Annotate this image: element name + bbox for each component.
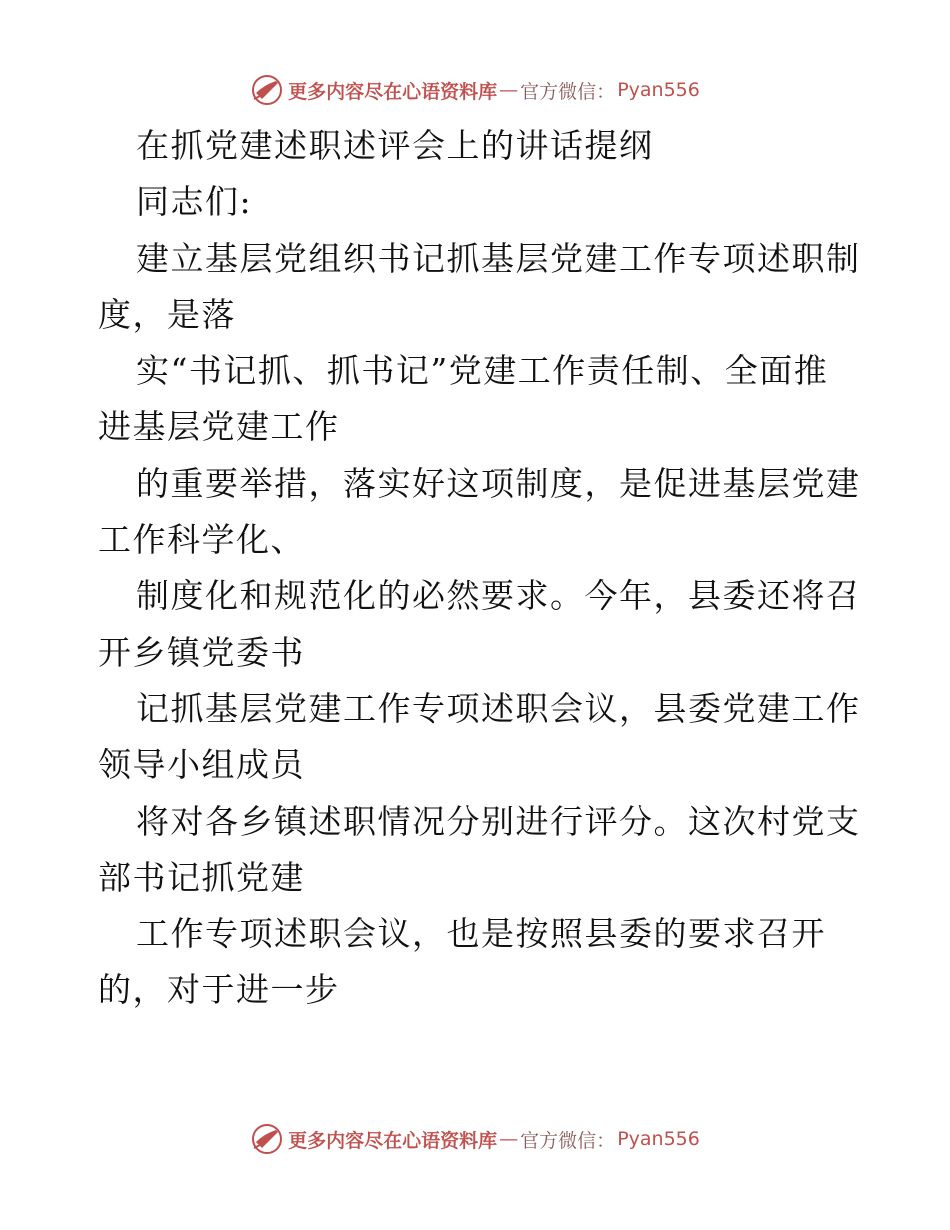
document-line: 部书记抓党建	[98, 857, 305, 897]
document-line: 进基层党建工作	[98, 407, 340, 447]
document-body	[98, 118, 861, 1019]
document-line: 工作科学化、	[98, 520, 305, 560]
pen-logo-icon	[250, 1122, 284, 1156]
document-line: 领导小组成员	[98, 745, 305, 785]
watermark-main-text: 更多内容尽在心语资料库	[288, 80, 498, 103]
document-line: 开乡镇党委书	[98, 632, 305, 672]
footer-watermark	[0, 1121, 950, 1157]
document-line: 建立基层党组织书记抓基层党建工作专项述职制	[136, 238, 861, 278]
document-line: 记抓基层党建工作专项述职会议，县委党建工作	[136, 688, 861, 728]
watermark-official-label: 官方微信：	[520, 80, 616, 103]
document-line: 的重要举措，落实好这项制度，是促进基层党建	[136, 463, 861, 503]
document-line: 的，对于进一步	[98, 970, 340, 1010]
watermark-main-text: 更多内容尽在心语资料库	[288, 1129, 498, 1152]
document-line: 工作专项述职会议，也是按照县委的要求召开	[136, 914, 826, 954]
watermark-wechat-id: Pyan556	[617, 1128, 700, 1150]
watermark-official-label: 官方微信：	[520, 1129, 616, 1152]
watermark-dash: —	[499, 79, 519, 101]
document-title: 在抓党建述职述评会上的讲话提纲	[136, 126, 654, 165]
document-line: 制度化和规范化的必然要求。今年，县委还将召	[136, 576, 861, 616]
watermark-wechat-id: Pyan556	[617, 79, 700, 101]
document-line: 度，是落	[98, 294, 236, 334]
document-line: 同志们:	[136, 182, 253, 222]
header-watermark	[0, 72, 950, 108]
watermark-dash: —	[499, 1128, 519, 1150]
pen-logo-icon	[250, 73, 284, 107]
document-line: 将对各乡镇述职情况分别进行评分。这次村党支	[136, 801, 861, 841]
document-line: 实“书记抓、抓书记”党建工作责任制、全面推	[136, 351, 829, 391]
